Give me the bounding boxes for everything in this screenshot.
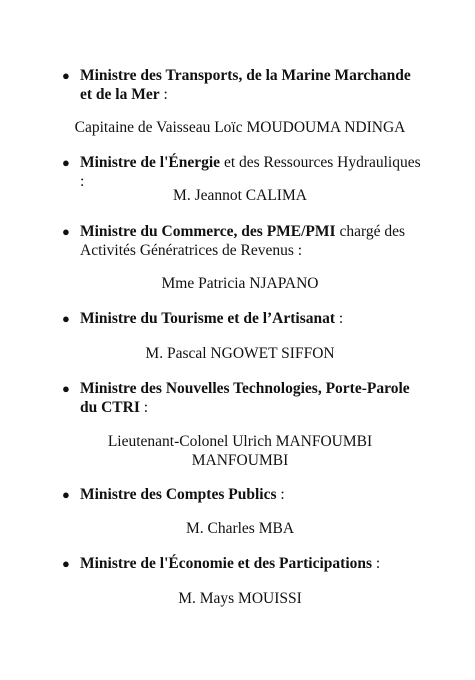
- minister-entry: [62, 222, 422, 260]
- role-rest: :: [335, 310, 344, 327]
- role-bold: Ministre du Commerce, des PME/PMI: [80, 223, 336, 240]
- minister-name: M. Charles MBA: [185, 520, 295, 537]
- role-rest: :: [276, 486, 285, 503]
- role-bold: Ministre des Nouvelles Technologies, Porte-Parole du CTRI: [80, 380, 410, 416]
- bullet-icon: ●: [62, 556, 70, 571]
- role-rest: :: [139, 399, 149, 416]
- bullet-icon: ●: [62, 381, 70, 396]
- minister-name: Capitaine de Vaisseau Loïc MOUDOUMA NDINGA: [74, 119, 406, 136]
- minister-entry: [62, 485, 422, 504]
- bullet-icon: ●: [62, 155, 70, 170]
- role-bold: Ministre des Transports, de la Marine Marchande et de la Mer: [80, 67, 411, 103]
- minister-entry: [62, 66, 422, 104]
- role-rest: chargé des Activités Génératrices de Revenus :: [80, 223, 405, 259]
- minister-name: M. Mays MOUISSI: [178, 590, 302, 607]
- minister-entry: [62, 554, 422, 573]
- minister-entry: [62, 379, 422, 417]
- minister-role: [62, 309, 422, 328]
- minister-name: M. Jeannot CALIMA: [173, 187, 307, 204]
- role-bold: Ministre de l'Énergie: [80, 154, 221, 171]
- role-rest: :: [372, 555, 381, 572]
- role-bold: Ministre de l'Économie et des Participations: [80, 555, 373, 572]
- bullet-icon: ●: [62, 311, 70, 326]
- minister-role: [62, 66, 422, 104]
- bullet-icon: ●: [62, 487, 70, 502]
- role-rest: et des Ressources Hydrauliques :: [80, 154, 421, 190]
- bullet-icon: ●: [62, 224, 70, 239]
- minister-name: Mme Patricia NJAPANO: [161, 275, 319, 292]
- role-bold: Ministre du Tourisme et de l’Artisanat: [80, 310, 336, 327]
- minister-role: [62, 379, 422, 417]
- minister-entry: [62, 309, 422, 328]
- minister-role: [62, 222, 422, 260]
- role-rest: :: [159, 86, 168, 103]
- minister-name: Lieutenant-Colonel Ulrich MANFOUMBI MANFOUMBI: [107, 433, 373, 469]
- minister-name: M. Pascal NGOWET SIFFON: [145, 345, 335, 362]
- bullet-icon: ●: [62, 68, 70, 83]
- minister-role: [62, 554, 422, 573]
- minister-role: [62, 485, 422, 504]
- role-bold: Ministre des Comptes Publics: [80, 486, 277, 503]
